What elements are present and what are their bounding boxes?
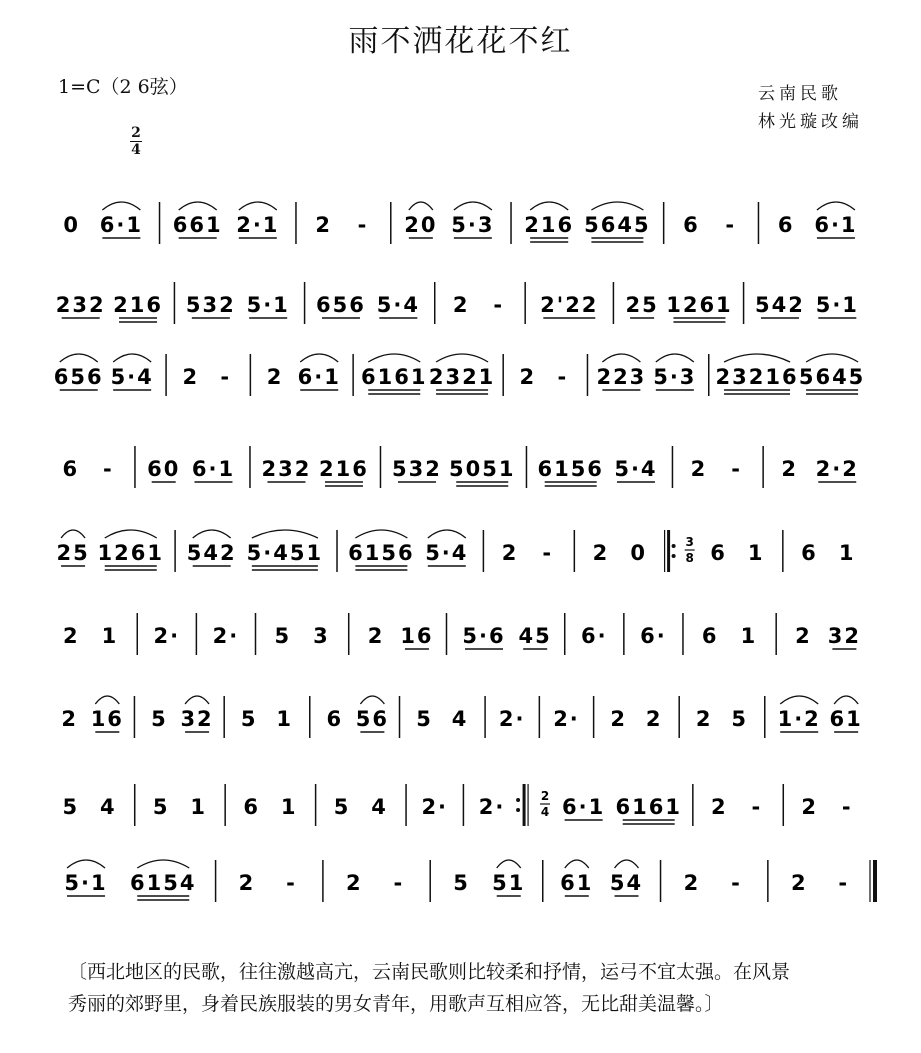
note-group: 6 xyxy=(683,213,700,237)
note-group: 6·1 xyxy=(191,457,236,481)
slur xyxy=(60,354,98,362)
note-group: 542 xyxy=(755,293,805,317)
note-group: 1 xyxy=(740,624,758,648)
note-group: 2· xyxy=(421,795,449,819)
note-group: 2 xyxy=(710,795,728,819)
slur xyxy=(428,530,466,538)
note-group: 1 xyxy=(838,541,856,565)
note-group: 3 xyxy=(313,624,330,648)
note-group: 2 xyxy=(801,795,819,819)
slur xyxy=(239,202,277,210)
key-signature: 1=C（2 6弦） xyxy=(58,76,188,98)
meter-bottom: 4 xyxy=(131,142,141,158)
note-group: 2 xyxy=(683,871,701,895)
note-group: 5 xyxy=(731,707,749,731)
note-group: 5·4 xyxy=(614,457,658,481)
note-group: 223 xyxy=(596,365,647,389)
note-group: 2 xyxy=(367,624,385,648)
page-title: 雨不洒花花不红 xyxy=(348,24,573,59)
note-group: 23216 xyxy=(715,365,799,389)
slur xyxy=(95,696,119,704)
slur xyxy=(61,530,85,538)
slur xyxy=(113,354,151,362)
note-group: 60 xyxy=(147,457,181,481)
note-group: 232 xyxy=(261,457,312,481)
note-group: 0 xyxy=(63,213,80,237)
note-group: 2321 xyxy=(428,365,496,389)
note-group: 5·1 xyxy=(815,293,859,317)
note-group: 6·1 xyxy=(562,795,606,819)
note-group: 1 xyxy=(101,624,119,648)
note-group: 32 xyxy=(827,624,862,648)
note-group: 1261 xyxy=(666,293,733,317)
svg-text:8: 8 xyxy=(685,551,694,565)
slur xyxy=(360,696,384,704)
slur xyxy=(185,696,209,704)
slur xyxy=(602,354,640,362)
note-group: 2· xyxy=(498,707,526,731)
note-group: 2 xyxy=(182,365,200,389)
note-group: 2 xyxy=(592,541,610,565)
note-group: 5 xyxy=(416,707,433,731)
note-group: 5·1 xyxy=(246,293,290,317)
slur xyxy=(409,202,433,210)
note-group: 6161 xyxy=(615,795,682,819)
note-group: 2 xyxy=(63,624,80,648)
note-group: - xyxy=(493,293,505,317)
note-group: 2· xyxy=(478,795,506,819)
note-group: 2 xyxy=(266,365,284,389)
note-group: 5·1 xyxy=(64,871,108,895)
note-group: 5 xyxy=(240,707,258,731)
note-group: 2 xyxy=(645,707,663,731)
note-group: 6 xyxy=(801,541,818,565)
note-group: - xyxy=(838,871,850,895)
note-group: 16 xyxy=(90,707,124,731)
note-group: 4 xyxy=(371,795,388,819)
note-group: 2 xyxy=(315,213,333,237)
note-group: 2· xyxy=(553,707,580,731)
note-group: 2· xyxy=(153,624,181,648)
slur xyxy=(817,202,855,210)
note-group: 2 xyxy=(781,457,798,481)
note-group: 5 xyxy=(151,707,168,731)
note-group: 2 xyxy=(345,871,363,895)
note-group: 5·4 xyxy=(425,541,469,565)
note-group: 5·4 xyxy=(376,293,420,317)
note-group: 656 xyxy=(316,293,366,317)
note-group: 5 xyxy=(453,871,470,895)
note-group: 25 xyxy=(56,541,90,565)
slur xyxy=(300,354,338,362)
note-group: 0 xyxy=(630,541,647,565)
note-group: - xyxy=(393,871,405,895)
meter-change: 2 xyxy=(540,789,550,803)
note-group: 2 xyxy=(238,871,256,895)
note-group: 5645 xyxy=(798,365,866,389)
slur xyxy=(179,202,217,210)
note-group: 5·3 xyxy=(653,365,697,389)
meter-change: 3 xyxy=(685,535,694,549)
slur xyxy=(193,530,231,538)
note-group: 2· xyxy=(212,624,240,648)
note-group: 232 xyxy=(55,293,106,317)
meter-top: 2 xyxy=(131,125,141,141)
slur xyxy=(780,696,818,704)
note-group: 32 xyxy=(180,707,214,731)
note-line-1: 〔西北地区的民歌，往往激越高亢，云南民歌则比较柔和抒情，运弓不宜太强。在风景 xyxy=(68,961,791,983)
slur xyxy=(355,530,407,538)
slur xyxy=(105,530,157,538)
note-group: - xyxy=(731,457,742,481)
note-group: 2 xyxy=(519,365,537,389)
note-group: 216 xyxy=(113,293,163,317)
note-group: 216 xyxy=(319,457,369,481)
slur xyxy=(530,202,568,210)
note-group: 2 xyxy=(501,541,519,565)
arranger-label: 林光璇改编 xyxy=(758,112,863,132)
svg-text:4: 4 xyxy=(540,805,550,819)
slur xyxy=(565,860,589,868)
note-group: 5·3 xyxy=(451,213,495,237)
note-group: 25 xyxy=(625,293,659,317)
note-group: 6· xyxy=(580,624,608,648)
note-group: 6·1 xyxy=(99,213,143,237)
note-group: 2·2 xyxy=(815,457,859,481)
note-group: 6154 xyxy=(130,871,197,895)
note-group: 4 xyxy=(99,795,117,819)
note-group: 216 xyxy=(524,213,575,237)
note-group: 1 xyxy=(190,795,208,819)
slur xyxy=(615,860,639,868)
note-group: 20 xyxy=(404,213,438,237)
note-group: 5 xyxy=(274,624,292,648)
note-group: 2·1 xyxy=(236,213,280,237)
slur xyxy=(656,354,694,362)
slur xyxy=(834,696,858,704)
slur xyxy=(724,354,790,362)
note-group: 6 xyxy=(243,795,260,819)
slur xyxy=(806,354,858,362)
note-group: - xyxy=(220,365,232,389)
slur xyxy=(436,354,488,362)
note-group: 4 xyxy=(451,707,469,731)
slur xyxy=(497,860,521,868)
note-group: 2 xyxy=(795,624,812,648)
note-group: - xyxy=(841,795,853,819)
note-group: - xyxy=(751,795,763,819)
note-group: 6· xyxy=(640,624,667,648)
note-group: 1 xyxy=(276,707,294,731)
note-group: - xyxy=(725,213,737,237)
note-group: 656 xyxy=(53,365,104,389)
slur xyxy=(591,202,643,210)
note-group: 5051 xyxy=(448,457,516,481)
note-group: - xyxy=(357,213,369,237)
note-group: 2'22 xyxy=(540,293,599,317)
note-group: 5 xyxy=(152,795,170,819)
note-group: 6·1 xyxy=(297,365,341,389)
note-group: 6156 xyxy=(348,541,415,565)
note-group: 5 xyxy=(62,795,80,819)
note-group: 5·451 xyxy=(246,541,324,565)
note-group: 5·6 xyxy=(462,624,506,648)
note-group: - xyxy=(557,365,569,389)
note-group: - xyxy=(542,541,554,565)
note-group: 5·4 xyxy=(110,365,154,389)
note-group: 2 xyxy=(610,707,627,731)
note-group: 6 xyxy=(777,213,795,237)
note-group: 1·2 xyxy=(777,707,821,731)
note-group: 2 xyxy=(790,871,808,895)
note-group: 6156 xyxy=(537,457,604,481)
note-group: 1261 xyxy=(97,541,164,565)
slur xyxy=(67,860,105,868)
note-group: - xyxy=(103,457,114,481)
slur xyxy=(454,202,492,210)
note-group: 1 xyxy=(747,541,765,565)
note-group: 1 xyxy=(280,795,298,819)
note-group: 6161 xyxy=(361,365,428,389)
note-group: 6 xyxy=(701,624,719,648)
note-group: 16 xyxy=(400,624,434,648)
note-group: 5 xyxy=(333,795,351,819)
note-group: 54 xyxy=(609,871,644,895)
note-group: 532 xyxy=(185,293,236,317)
note-group: 2 xyxy=(690,457,708,481)
origin-label: 云南民歌 xyxy=(758,84,842,104)
note-group: 5645 xyxy=(584,213,651,237)
note-line-2: 秀丽的郊野里，身着民族服装的男女青年，用歌声互相应答，无比甜美温馨。〕 xyxy=(68,993,724,1015)
note-group: 2 xyxy=(695,707,713,731)
note-group: - xyxy=(286,871,297,895)
note-group: 51 xyxy=(492,871,526,895)
note-group: 542 xyxy=(186,541,237,565)
note-group: 45 xyxy=(518,624,552,648)
note-group: 532 xyxy=(392,457,442,481)
note-group: 6·1 xyxy=(814,213,858,237)
slur xyxy=(137,860,189,868)
note-group: 2 xyxy=(61,707,79,731)
note-group: 61 xyxy=(560,871,594,895)
slur xyxy=(252,530,318,538)
note-group: 6 xyxy=(326,707,344,731)
note-group: 6 xyxy=(62,457,80,481)
slur xyxy=(102,202,140,210)
note-group: 2 xyxy=(452,293,470,317)
performance-note xyxy=(68,956,868,1020)
note-group: 61 xyxy=(829,707,863,731)
note-group: 6 xyxy=(710,541,727,565)
note-group: 56 xyxy=(355,707,389,731)
slur xyxy=(368,354,420,362)
note-group: - xyxy=(731,871,742,895)
note-group: 661 xyxy=(172,213,223,237)
